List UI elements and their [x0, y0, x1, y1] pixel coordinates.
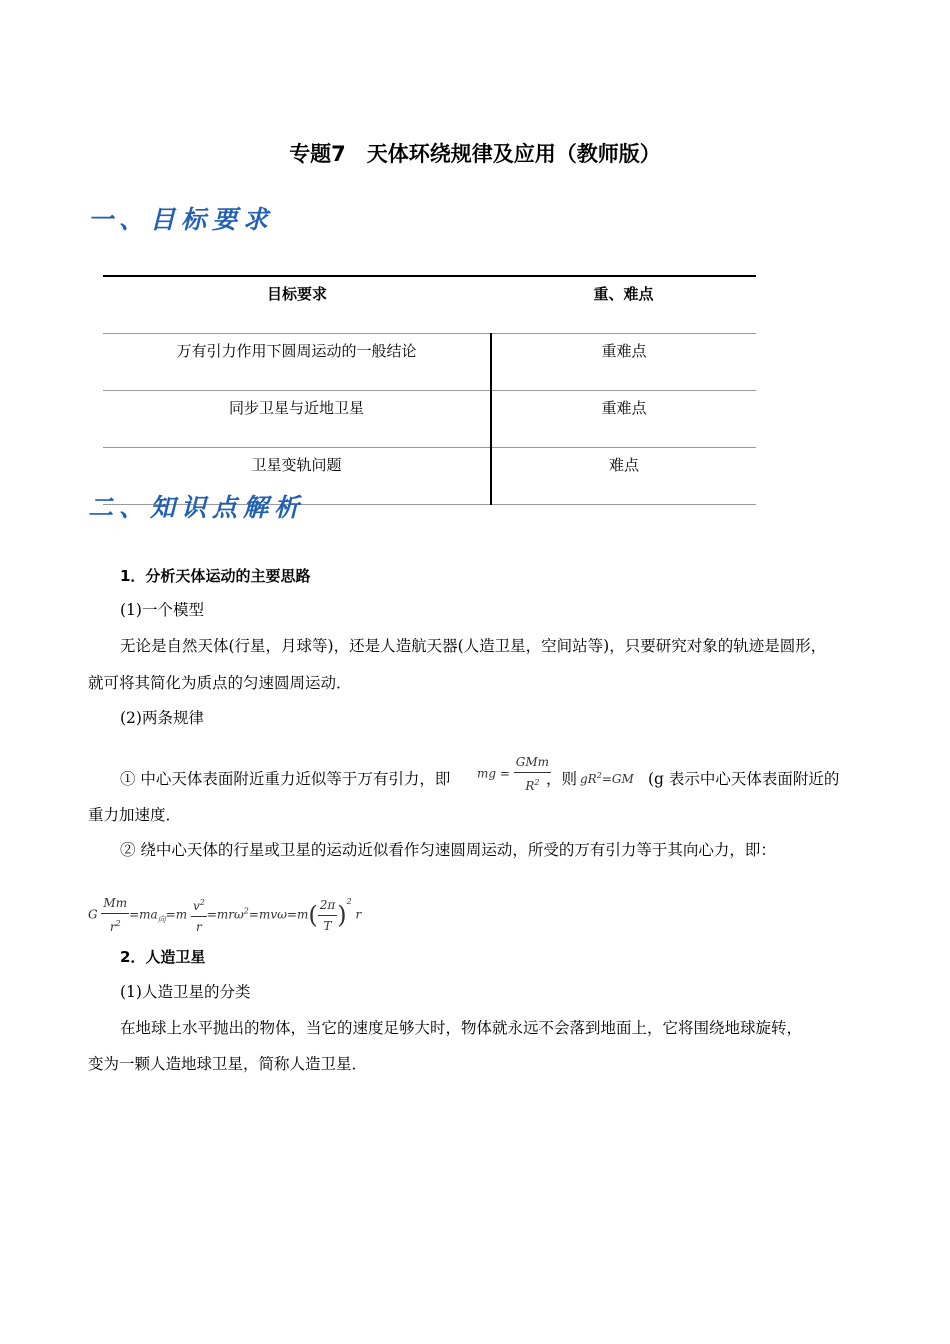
formula-exponent: 2: [534, 778, 540, 787]
paragraph: (2)两条规律: [120, 709, 204, 727]
paragraph: ② 绕中心天体的行星或卫星的运动近似看作匀速圆周运动，所受的万有引力等于其向心力，即：: [120, 841, 776, 859]
page-title: 专题7 天体环绕规律及应用（教师版）: [289, 142, 661, 166]
formula-text: r: [109, 920, 116, 934]
paragraph: 重力加速度．: [88, 806, 182, 824]
subheading-satellite: 2．人造卫星: [120, 948, 206, 966]
formula-text: v: [192, 899, 200, 913]
table-cell: 重难点: [491, 391, 756, 448]
table-row: [103, 334, 756, 391]
paragraph: ，则: [546, 770, 578, 788]
formula-fraction: [101, 893, 129, 937]
table-row: [103, 391, 756, 448]
paragraph: (g 表示中心天体表面附近的: [648, 770, 840, 788]
formula-paren: (: [308, 901, 318, 929]
formula-exponent: 2: [596, 771, 602, 780]
formula-text: =ma: [129, 907, 158, 922]
goals-table: [103, 275, 756, 505]
formula-denominator: [101, 914, 129, 937]
formula-text: =GM: [601, 772, 634, 786]
formula-fraction: [318, 895, 338, 936]
paragraph: 无论是自然天体(行星，月球等)，还是人造航天器(人造卫星，空间站等)，只要研究对象的轨迹是圆形，: [120, 637, 827, 655]
formula-text: =mrω: [206, 907, 244, 922]
formula-numerator: 2π: [318, 895, 338, 916]
formula-exponent: 2: [115, 919, 121, 928]
table-cell: 难点: [491, 448, 756, 505]
formula-exponent: 2: [243, 906, 249, 916]
section-heading-knowledge: 二、知识点解析: [88, 493, 306, 522]
paragraph: 在地球上水平抛出的物体，当它的速度足够大时，物体就永远不会落到地面上，它将围绕地球旋转，: [120, 1019, 803, 1037]
formula-text: mg =: [477, 766, 510, 781]
formula-numerator: [191, 893, 207, 917]
formula-exponent: 2: [346, 896, 352, 906]
formula-denominator: r: [196, 920, 202, 934]
formula-paren: ): [337, 901, 347, 929]
table-cell: 重难点: [491, 334, 756, 391]
formula-text: R: [525, 779, 535, 793]
table-cell: 同步卫星与近地卫星: [103, 391, 491, 448]
formula-text: r: [355, 907, 362, 922]
table-cell: 卫星变轨问题: [103, 448, 491, 505]
formula-text: =m: [165, 907, 188, 922]
paragraph: ① 中心天体表面附近重力近似等于万有引力，即: [120, 770, 451, 788]
formula-fraction: [191, 893, 207, 937]
formula-numerator: Mm: [101, 893, 129, 914]
paragraph: (1)一个模型: [120, 601, 204, 619]
formula-gravity: [477, 752, 551, 796]
formula-text: =mvω=m: [248, 907, 309, 922]
paragraph: (1)人造卫星的分类: [120, 983, 251, 1001]
table-header: 目标要求: [103, 276, 491, 334]
formula-centripetal: [88, 893, 361, 937]
formula-numerator: GMm: [514, 752, 551, 773]
formula-gr2: [580, 766, 634, 789]
table-cell: 万有引力作用下圆周运动的一般结论: [103, 334, 491, 391]
table-header: 重、难点: [491, 276, 756, 334]
subheading-analysis: 1．分析天体运动的主要思路: [120, 567, 311, 585]
paragraph: 就可将其简化为质点的匀速圆周运动．: [88, 674, 352, 692]
formula-subscript: 向: [157, 914, 166, 924]
formula-denominator: T: [323, 918, 332, 933]
table-header-row: [103, 276, 756, 334]
section-heading-goals: 一、目标要求: [88, 205, 275, 234]
formula-exponent: 2: [199, 898, 205, 907]
formula-text: G: [88, 907, 98, 922]
paragraph: 变为一颗人造地球卫星，简称人造卫星．: [88, 1055, 368, 1073]
formula-text: gR: [580, 772, 597, 786]
